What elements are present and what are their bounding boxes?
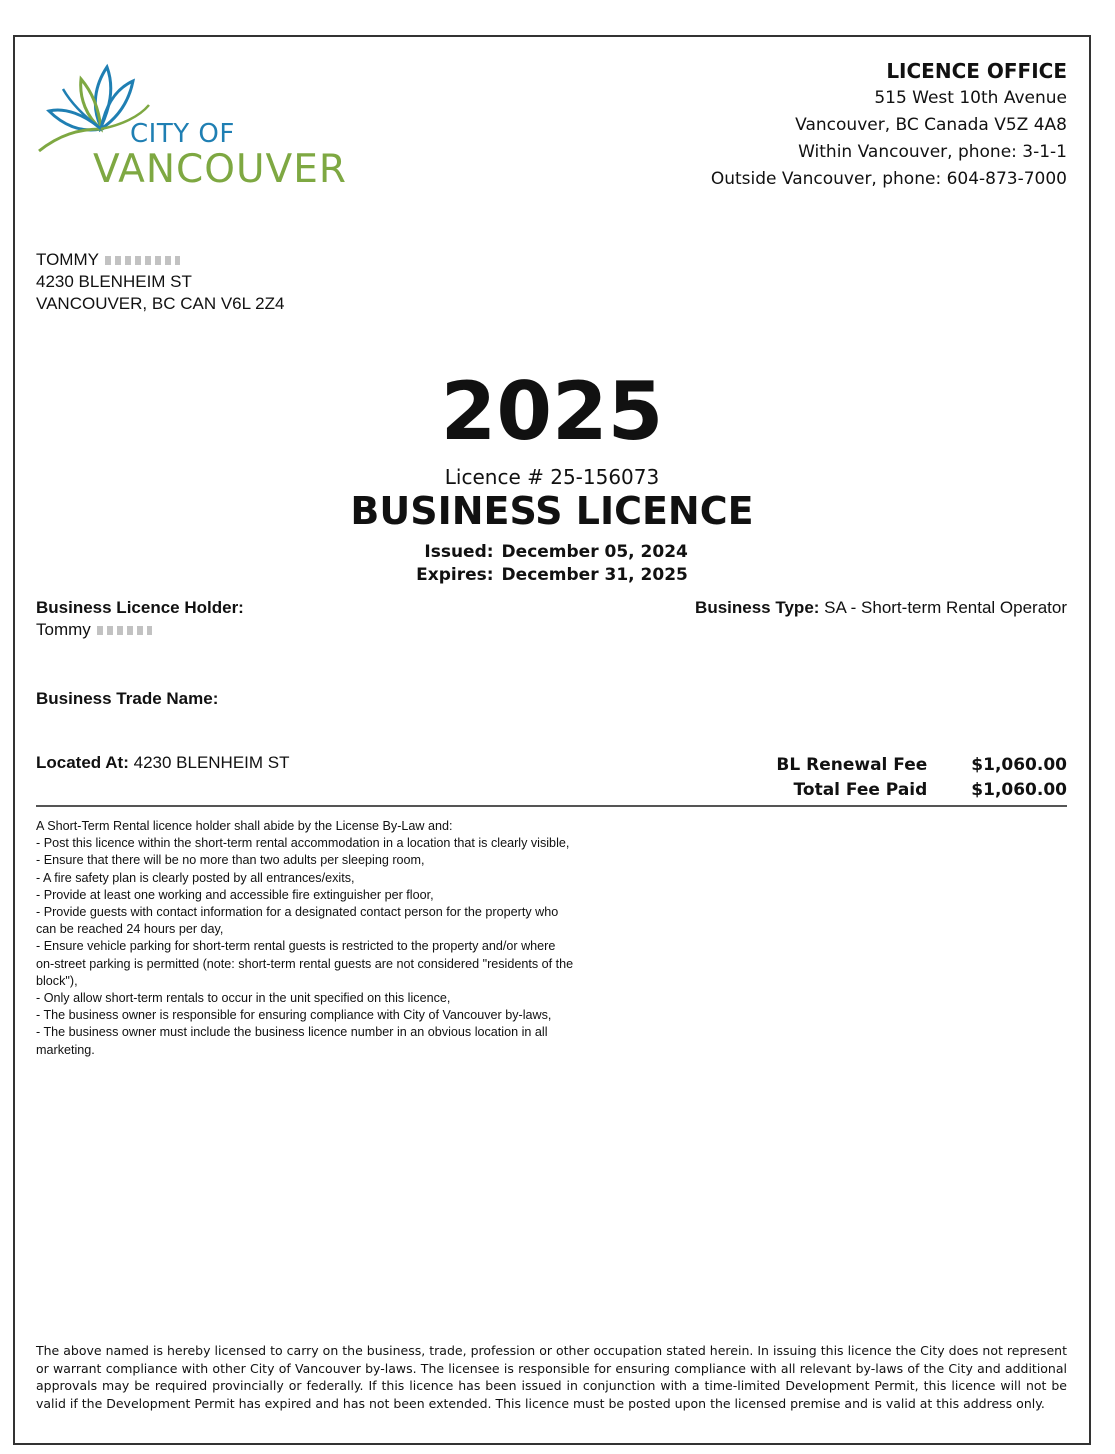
holder-name: Tommy <box>36 620 91 639</box>
mailing-city: VANCOUVER, BC CAN V6L 2Z4 <box>36 294 285 313</box>
licence-dates <box>15 541 1089 587</box>
issued-label: Issued: <box>424 542 494 562</box>
condition-line: - The business owner is responsible for ensuring compliance with City of Vancouver by-laws, <box>36 1008 552 1023</box>
location <box>36 752 290 774</box>
licence-number: Licence # 25-156073 <box>444 465 660 489</box>
mailing-street: 4230 BLENHEIM ST <box>36 272 192 291</box>
condition-line: - Ensure that there will be no more than two adults per sleeping room, <box>36 853 425 868</box>
office-title: LICENCE OFFICE <box>886 59 1067 83</box>
condition-line: - Ensure vehicle parking for short-term rental guests is restricted to the property and/or where on-street parking is permitted (note: short-term rental guests are not considered "residents of the block"), <box>36 939 574 988</box>
redacted-holder-surname <box>97 626 152 635</box>
section-divider <box>36 805 1067 807</box>
business-type <box>695 597 1067 619</box>
licence-office-address <box>711 57 1067 193</box>
mailing-address <box>36 249 284 315</box>
condition-line: - A fire safety plan is clearly posted by all entrances/exits, <box>36 870 355 885</box>
fee-row <box>776 778 1067 803</box>
fee-value: $1,060.00 <box>971 755 1067 775</box>
licence-holder <box>36 597 244 641</box>
mailing-name: TOMMY <box>36 250 99 269</box>
condition-line: A Short-Term Rental licence holder shall abide by the License By-Law and: <box>36 819 453 833</box>
licence-conditions <box>36 818 576 1059</box>
business-type-label: Business Type: <box>695 598 820 617</box>
licence-year: 2025 <box>440 365 664 458</box>
city-of-vancouver-logo <box>35 55 347 192</box>
expires-date: December 31, 2025 <box>501 565 688 585</box>
office-phone-within: Within Vancouver, phone: 3-1-1 <box>798 142 1067 162</box>
condition-line: - Provide guests with contact information for a designated contact person for the property who can be reached 24 hours per day, <box>36 905 559 937</box>
licence-document <box>13 35 1091 1445</box>
office-city: Vancouver, BC Canada V5Z 4A8 <box>795 115 1067 135</box>
licence-disclaimer: The above named is hereby licensed to carry on the business, trade, profession or other occupation stated herein. In issuing this licence the City does not represent or warrant compliance with other City of Vancouver by-laws. The licensee is responsible for ensuring compliance with all relevant by-laws of the City and additional approvals may be required provincially or federally. If this licence has been issued in conjunction with a time-limited Development Permit, this licence will not be valid if the Development Permit has expired and has not been extended. This licence must be posted upon the licensed premise and is valid at this address only. <box>36 1343 1067 1411</box>
logo-vancouver: VANCOUVER <box>93 147 347 192</box>
holder-label: Business Licence Holder: <box>36 598 244 617</box>
mailing-name-line <box>36 249 284 271</box>
fee-label: Total Fee Paid <box>793 780 928 800</box>
business-type-value: SA - Short-term Rental Operator <box>824 598 1067 617</box>
office-street: 515 West 10th Avenue <box>874 88 1067 108</box>
expires-label: Expires: <box>416 565 494 585</box>
licence-title: BUSINESS LICENCE <box>350 489 754 533</box>
fee-summary <box>776 753 1067 803</box>
office-phone-outside: Outside Vancouver, phone: 604-873-7000 <box>710 169 1067 189</box>
condition-line: - The business owner must include the business licence number in an obvious location in all marketing. <box>36 1025 548 1057</box>
fee-value: $1,060.00 <box>971 780 1067 800</box>
condition-line: - Provide at least one working and accessible fire extinguisher per floor, <box>36 887 434 902</box>
condition-line: - Only allow short-term rentals to occur in the unit specified on this licence, <box>36 991 451 1006</box>
redacted-surname <box>105 256 180 265</box>
location-label: Located At: <box>36 753 129 772</box>
logo-city-of: CITY OF <box>130 119 235 149</box>
condition-line: - Post this licence within the short-term rental accommodation in a location that is clearly visible, <box>36 836 570 851</box>
location-value: 4230 BLENHEIM ST <box>133 753 290 772</box>
fee-row <box>776 753 1067 778</box>
fee-label: BL Renewal Fee <box>776 755 928 775</box>
holder-name-line <box>36 619 244 641</box>
issued-date: December 05, 2024 <box>501 542 688 562</box>
business-trade-name <box>36 688 218 710</box>
trade-name-label: Business Trade Name: <box>36 689 219 708</box>
